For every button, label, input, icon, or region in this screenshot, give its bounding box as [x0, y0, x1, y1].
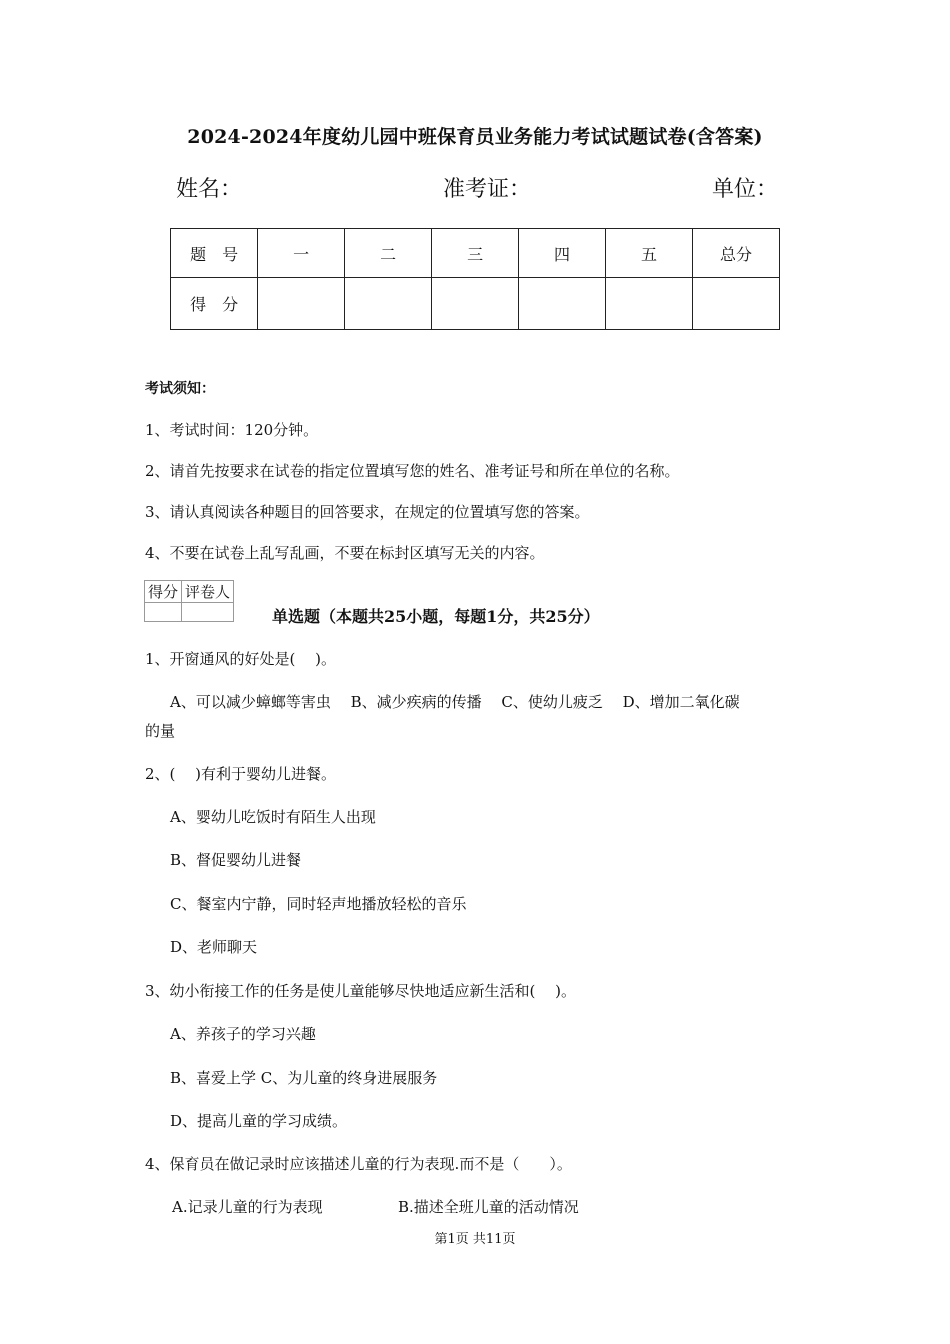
score-cell[interactable] [606, 278, 693, 330]
option-a: A.记录儿童的行为表现 [172, 1198, 323, 1216]
note-item: 2、请首先按要求在试卷的指定位置填写您的姓名、准考证号和所在单位的名称。 [145, 462, 680, 480]
option-bc: B、喜爱上学 C、为儿童的终身进展服务 [170, 1069, 438, 1087]
score-cell-total[interactable] [692, 278, 779, 330]
header-cell-1: 一 [258, 229, 345, 278]
page-footer: 第1页 共11页 [434, 1232, 516, 1247]
unit-field-label: 单位： [712, 177, 779, 202]
header-cell-question-number: 题 号 [171, 229, 258, 278]
note-item: 3、请认真阅读各种题目的回答要求，在规定的位置填写您的答案。 [145, 503, 590, 521]
question-stem: 2、( )有利于婴幼儿进餐。 [145, 765, 337, 783]
score-row-label: 得 分 [171, 278, 258, 330]
option-c: C、餐室内宁静，同时轻声地播放轻松的音乐 [170, 895, 467, 913]
header-cell-2: 二 [345, 229, 432, 278]
grader-box-score-cell[interactable] [145, 603, 182, 622]
option-d: D、提高儿童的学习成绩。 [170, 1112, 348, 1130]
exam-id-field-label: 准考证： [443, 177, 532, 202]
header-cell-total: 总分 [692, 229, 779, 278]
score-table-header-row [171, 229, 780, 278]
note-item: 1、考试时间：120分钟。 [145, 421, 319, 439]
grader-box [144, 580, 234, 622]
notes-title: 考试须知： [145, 381, 215, 397]
grader-box-score-label: 得分 [145, 581, 182, 603]
header-cell-5: 五 [606, 229, 693, 278]
option-a: A、养孩子的学习兴趣 [170, 1025, 316, 1043]
score-cell[interactable] [345, 278, 432, 330]
option-d: D、老师聊天 [170, 938, 258, 956]
section-title: 单选题（本题共25小题，每题1分，共25分） [272, 607, 600, 626]
grader-box-grader-cell[interactable] [182, 603, 234, 622]
score-table [170, 228, 780, 330]
score-cell[interactable] [258, 278, 345, 330]
name-field-label: 姓名： [176, 177, 243, 202]
header-cell-3: 三 [432, 229, 519, 278]
question-stem: 3、幼小衔接工作的任务是使儿童能够尽快地适应新生活和( )。 [145, 982, 577, 1000]
grader-box-grader-label: 评卷人 [182, 581, 234, 603]
question-stem: 1、开窗通风的好处是( )。 [145, 650, 337, 668]
note-item: 4、不要在试卷上乱写乱画，不要在标封区填写无关的内容。 [145, 544, 545, 562]
score-cell[interactable] [432, 278, 519, 330]
page-title: 2024-2024年度幼儿园中班保育员业务能力考试试题试卷(含答案) [187, 126, 763, 148]
option-a: A、婴幼儿吃饭时有陌生人出现 [170, 808, 376, 826]
header-cell-4: 四 [519, 229, 606, 278]
score-cell[interactable] [519, 278, 606, 330]
question-options: A、可以减少蟑螂等害虫 B、减少疾病的传播 C、使幼儿疲乏 D、增加二氧化碳 [170, 693, 740, 711]
question-options-continued: 的量 [145, 722, 176, 740]
question-stem: 4、保育员在做记录时应该描述儿童的行为表现.而不是（ ）。 [145, 1155, 572, 1173]
option-b: B.描述全班儿童的活动情况 [398, 1198, 579, 1216]
option-b: B、督促婴幼儿进餐 [170, 851, 302, 869]
score-table-score-row [171, 278, 780, 330]
